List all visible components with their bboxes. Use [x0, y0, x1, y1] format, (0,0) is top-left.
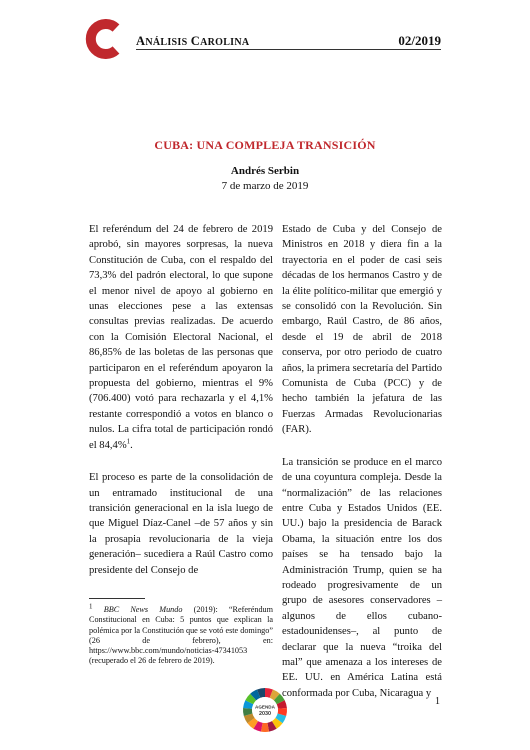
- footnote-reference[interactable]: 1: [126, 437, 131, 446]
- paragraph-1: El referéndum del 24 de febrero de 2019 aprobó, sin mayores sorpresas, la nueva Constitución de Cuba, con el respaldo del 73,3% del padrón electoral, lo que supone el menor nivel de apoyo al gobierno en unas elecciones pese a las extensas consultas previas realizadas. De acuerdo con la Comisión Electoral Nacional, el 86,85% de las boletas de las personas que participaron en el referéndum apoyaron la propuesta del gobierno, mientras el 9% (706.400) votó para rechazarla y el 4,1% restante correspondió a votos en blanco o nulos. La cifra total de participación rondó el 84,4%$^1$.: [89, 224, 273, 451]
- document-title: CUBA: UNA COMPLEJA TRANSICIÓN: [154, 138, 376, 152]
- paragraph-2: El proceso es parte de la consolidación de un entramado institucional de una transición generacional en la isla luego de que Miguel Díaz-Canel –de 57 años y sin la prosapia revolucionaria de la vieja generación– sucediera a Raúl Castro como presidente del Consejo de: [89, 472, 273, 576]
- agenda-2030-badge-icon: [241, 686, 289, 734]
- footnote: $^1$ BBC News Mundo (2019): “Referéndum Constitucional en Cuba: 5 puntos que explican la polémica por la Constitución que se votó este domingo” (26 de febrero), en: https://www.bbc.com/mundo/noticias-47341053 (recuperado el 26 de febrero de 2019).: [89, 602, 274, 666]
- paragraph-3: Estado de Cuba y del Consejo de Ministros en 2018 y diera fin a la trayectoria en el poder de casi seis décadas de los hermanos Castro y de la élite político-militar que emergió y se consolidó con la Revolución. Sin embargo, Raúl Castro, de 86 años, desde el 19 de abril de 2018 conserva, por otro periodo de cuatro años, la primera secretaría del Partido Comunista de Cuba (PCC) y de hecho también la jefatura de las Fuerzas Armadas Revolucionarias (FAR).: [282, 224, 443, 436]
- issue-number: 02/2019: [398, 33, 441, 48]
- right-column: [282, 222, 442, 701]
- badge-line-2: 2030: [259, 711, 271, 717]
- left-column: [89, 222, 273, 578]
- paragraph-4: La transición se produce en el marco de una coyuntura compleja. Desde la “normalización” de las relaciones entre Cuba y Estados Unidos (EE. UU.) bajo la presidencia de Barack Obama, la situación entre los dos países se ha tensado bajo la Administración Trump, quien se ha rodeado progresivamente de un grupo de asesores conservadores –algunos de ellos cubano-estadounidenses–, al punto de declarar que la nueva “troika del mal” que amenaza a los intereses de EE. UU. en América Latina está conformada por Cuba, Nicaragua y: [282, 456, 442, 699]
- badge-line-1: AGENDA: [255, 704, 275, 710]
- footnote-divider: [89, 598, 145, 599]
- author-name: Andrés Serbin: [230, 165, 300, 177]
- carolina-logo-icon: [84, 19, 124, 59]
- page-number: 1: [435, 696, 440, 707]
- publication-date: 7 de marzo de 2019: [221, 180, 309, 192]
- header-divider: [136, 49, 441, 50]
- header-title: ANÁLISIS CAROLINA: [136, 34, 250, 48]
